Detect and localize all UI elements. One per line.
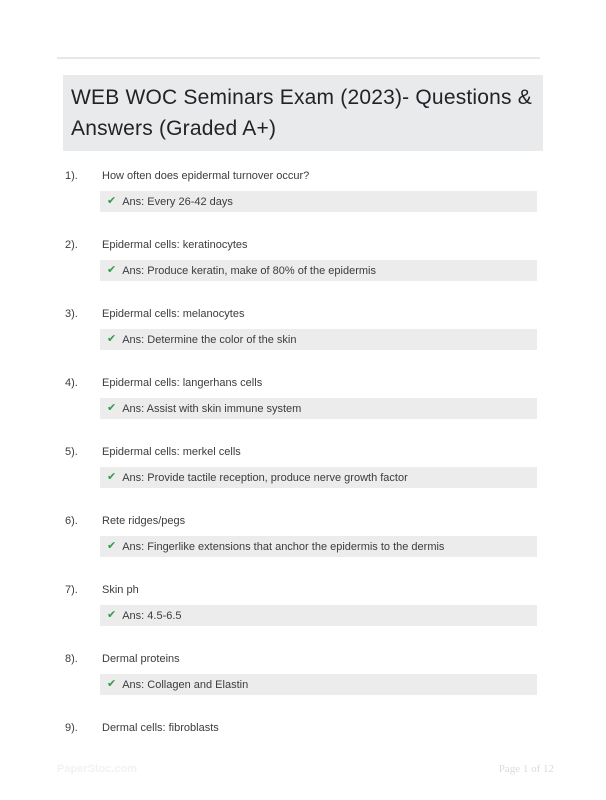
question-row (65, 376, 541, 390)
question-text: Skin ph (102, 584, 139, 596)
question-item (65, 238, 541, 281)
answer-text: Ans: Every 26-42 days (122, 195, 233, 208)
top-divider (57, 57, 540, 59)
answer-text: Ans: Fingerlike extensions that anchor the epidermis to the dermis (122, 540, 445, 553)
question-number: 8). (65, 653, 78, 665)
question-text: How often does epidermal turnover occur? (102, 170, 310, 182)
question-number: 3). (65, 308, 78, 320)
check-icon: ✔ (107, 678, 117, 690)
check-icon: ✔ (107, 540, 117, 552)
watermark: PaperStoc.com (57, 763, 138, 775)
question-row (65, 652, 541, 666)
answer-box (100, 674, 537, 695)
question-list (65, 169, 541, 761)
question-item (65, 445, 541, 488)
answer-text: Ans: Produce keratin, make of 80% of the epidermis (122, 264, 376, 277)
page-title: WEB WOC Seminars Exam (2023)- Questions & Answers (Graded A+) (71, 86, 532, 140)
check-icon: ✔ (107, 609, 117, 621)
question-number: 7). (65, 584, 78, 596)
question-row (65, 307, 541, 321)
answer-box (100, 536, 537, 557)
check-icon: ✔ (107, 471, 117, 483)
answer-text: Ans: Provide tactile reception, produce nerve growth factor (122, 471, 408, 484)
question-text: Epidermal cells: langerhans cells (102, 377, 263, 389)
question-item (65, 721, 541, 735)
check-icon: ✔ (107, 195, 117, 207)
question-row (65, 514, 541, 528)
answer-text: Ans: Assist with skin immune system (122, 402, 302, 415)
question-row (65, 445, 541, 459)
question-item (65, 376, 541, 419)
check-icon: ✔ (107, 264, 117, 276)
question-number: 5). (65, 446, 78, 458)
check-icon: ✔ (107, 333, 117, 345)
question-item (65, 583, 541, 626)
answer-box (100, 605, 537, 626)
question-row (65, 238, 541, 252)
page-number: Page 1 of 12 (498, 763, 554, 775)
question-text: Dermal proteins (102, 653, 180, 665)
answer-box (100, 191, 537, 212)
question-item (65, 169, 541, 212)
question-text: Dermal cells: fibroblasts (102, 722, 219, 734)
page-footer (57, 762, 554, 776)
question-row (65, 583, 541, 597)
answer-text: Ans: 4.5-6.5 (122, 609, 182, 622)
question-number: 2). (65, 239, 78, 251)
question-number: 4). (65, 377, 78, 389)
question-row (65, 169, 541, 183)
question-row (65, 721, 541, 735)
question-text: Epidermal cells: merkel cells (102, 446, 241, 458)
question-text: Rete ridges/pegs (102, 515, 186, 527)
answer-text: Ans: Collagen and Elastin (122, 678, 249, 691)
answer-box (100, 398, 537, 419)
title-banner (63, 75, 543, 151)
answer-box (100, 260, 537, 281)
question-text: Epidermal cells: melanocytes (102, 308, 245, 320)
answer-box (100, 467, 537, 488)
question-number: 9). (65, 722, 78, 734)
answer-box (100, 329, 537, 350)
question-item (65, 307, 541, 350)
check-icon: ✔ (107, 402, 117, 414)
question-item (65, 652, 541, 695)
question-number: 1). (65, 170, 78, 182)
question-number: 6). (65, 515, 78, 527)
question-text: Epidermal cells: keratinocytes (102, 239, 248, 251)
answer-text: Ans: Determine the color of the skin (122, 333, 297, 346)
question-item (65, 514, 541, 557)
